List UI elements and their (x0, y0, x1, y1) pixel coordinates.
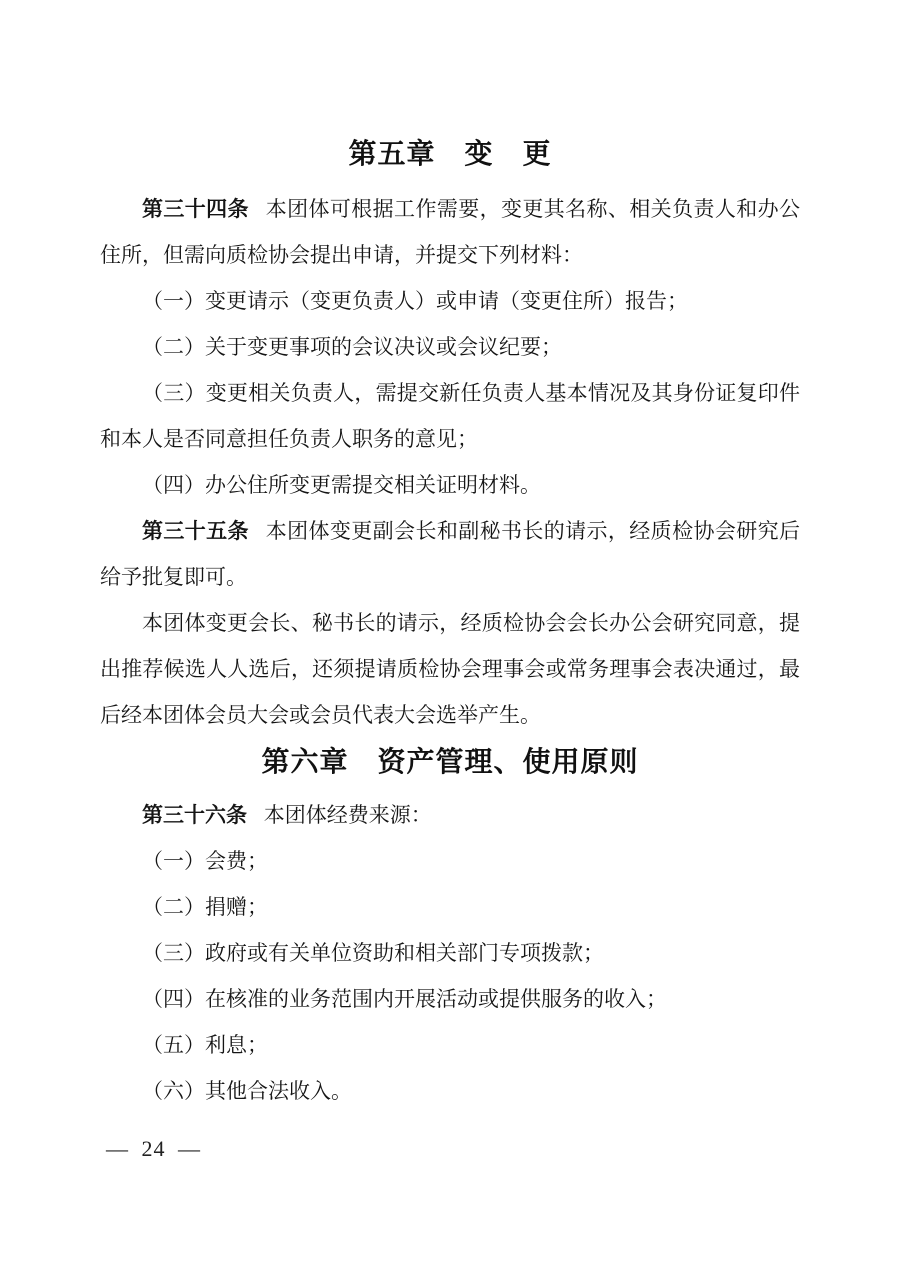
chapter-6-heading: 第六章 资产管理、使用原则 (261, 746, 639, 777)
article-36-paragraph (100, 792, 800, 838)
article-35-paragraph (100, 508, 800, 600)
funding-item-4 (100, 976, 800, 1022)
funding-item-3 (100, 930, 800, 976)
list-item-1-text: （一）变更请示（变更负责人）或申请（变更住所）报告； (142, 289, 688, 313)
funding-item-5-text: （五）利息； (142, 1033, 268, 1057)
page-number: — 24 — (106, 1136, 201, 1161)
article-36-number: 第三十六条 (142, 803, 247, 827)
list-item-3-text: （三）变更相关负责人，需提交新任负责人基本情况及其身份证复印件和本人是否同意担任负责人职务的意见； (100, 381, 800, 451)
funding-item-1-text: （一）会费； (142, 849, 268, 873)
list-item-2 (100, 324, 800, 370)
article-35-paragraph-2 (100, 600, 800, 738)
funding-item-2 (100, 884, 800, 930)
funding-item-1 (100, 838, 800, 884)
article-34-number: 第三十四条 (142, 197, 249, 221)
funding-item-5 (100, 1022, 800, 1068)
funding-item-6-text: （六）其他合法收入。 (142, 1079, 352, 1103)
chapter-5-heading: 第五章 变 更 (348, 138, 552, 169)
list-item-4 (100, 462, 800, 508)
list-item-4-text: （四）办公住所变更需提交相关证明材料。 (142, 473, 541, 497)
article-34-text: 本团体可根据工作需要，变更其名称、相关负责人和办公住所，但需向质检协会提出申请，并提交下列材料： (100, 197, 801, 267)
funding-item-4-text: （四）在核准的业务范围内开展活动或提供服务的收入； (142, 987, 667, 1011)
article-35-number: 第三十五条 (142, 519, 249, 543)
list-item-3 (100, 370, 800, 462)
article-35-paragraph-2-text: 本团体变更会长、秘书长的请示，经质检协会会长办公会研究同意，提出推荐候选人人选后，还须提请质检协会理事会或常务理事会表决通过，最后经本团体会员大会或会员代表大会选举产生。 (100, 611, 800, 727)
funding-item-6 (100, 1068, 800, 1114)
funding-item-3-text: （三）政府或有关单位资助和相关部门专项拨款； (142, 941, 604, 965)
article-35-text: 本团体变更副会长和副秘书长的请示，经质检协会研究后给予批复即可。 (100, 519, 801, 589)
list-item-1 (100, 278, 800, 324)
article-36-text: 本团体经费来源： (263, 803, 432, 827)
article-34-paragraph (100, 186, 800, 278)
funding-item-2-text: （二）捐赠； (142, 895, 268, 919)
list-item-2-text: （二）关于变更事项的会议决议或会议纪要； (142, 335, 562, 359)
